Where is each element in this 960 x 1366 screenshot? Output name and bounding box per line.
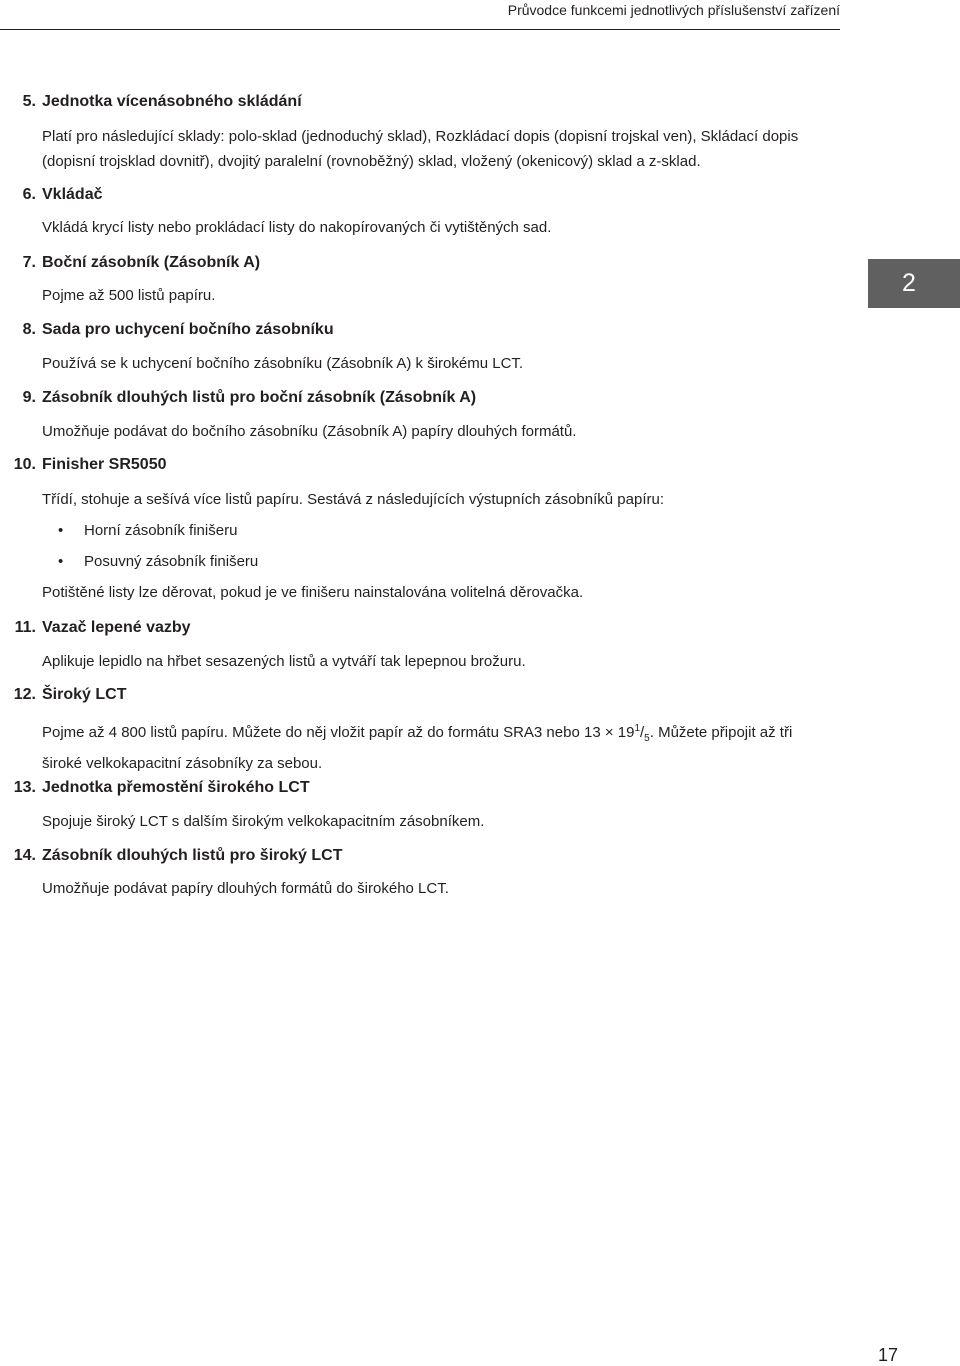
section-title: Sada pro uchycení bočního zásobníku (42, 321, 334, 338)
section-heading (0, 183, 840, 207)
section-number: 13. (13, 779, 36, 796)
list-item (42, 518, 840, 543)
section-text: Pojme až 500 listů papíru. (42, 287, 216, 304)
section-text: Používá se k uchycení bočního zásobníku (Zásobník A) k širokému LCT. (42, 355, 524, 372)
section-number: 14. (13, 847, 36, 864)
section-text-part: Pojme až 4 800 listů papíru. Můžete do něj vložit papír až do formátu SRA3 nebo 13 × 19 (42, 724, 635, 741)
section-title: Zásobník dlouhých listů pro boční zásobník (Zásobník A) (42, 389, 477, 406)
section-heading (0, 844, 840, 868)
section-number: 10. (13, 456, 36, 473)
section-14 (0, 844, 840, 901)
section-6 (0, 183, 840, 240)
section-title: Vazač lepené vazby (42, 619, 191, 636)
page-number: 17 (877, 1345, 898, 1365)
section-12 (0, 683, 840, 776)
section-text: Vkládá krycí listy nebo prokládací listy do nakopírovaných či vytištěných sad. (42, 219, 552, 236)
section-10 (0, 453, 840, 605)
list-item-label: Horní zásobník finišeru (84, 522, 238, 539)
section-number: 8. (22, 321, 36, 338)
running-header-title: Průvodce funkcemi jednotlivých příslušenství zařízení (507, 2, 840, 18)
section-title: Jednotka vícenásobného skládání (42, 93, 302, 110)
section-heading (0, 318, 840, 342)
bullet-icon: • (58, 522, 64, 539)
section-heading (0, 386, 840, 410)
section-number: 9. (22, 389, 36, 406)
fraction-denominator: 5 (644, 733, 650, 744)
section-title: Jednotka přemostění širokého LCT (42, 779, 310, 796)
section-title: Zásobník dlouhých listů pro široký LCT (42, 847, 343, 864)
bullet-icon: • (58, 553, 64, 570)
section-text-part: . Můžete připojit až tři široké velkokapacitní zásobníky za sebou. (42, 724, 793, 772)
section-13 (0, 776, 840, 834)
fraction (634, 723, 650, 744)
section-9 (0, 386, 840, 444)
section-5 (0, 90, 840, 174)
section-title: Vkládač (42, 186, 103, 203)
section-text: Spojuje široký LCT s dalším širokým velkokapacitním zásobníkem. (42, 813, 485, 830)
section-heading (0, 776, 840, 800)
section-heading (0, 251, 840, 275)
fraction-slash: / (640, 724, 645, 741)
section-8 (0, 318, 840, 376)
header-divider (0, 29, 840, 30)
section-text: Umožňuje podávat do bočního zásobníku (Zásobník A) papíry dlouhých formátů. (42, 423, 577, 440)
section-heading (0, 616, 840, 640)
section-text: Umožňuje podávat papíry dlouhých formátů do širokého LCT. (42, 880, 449, 897)
section-number: 11. (14, 619, 36, 636)
section-heading (0, 683, 840, 707)
section-number: 6. (22, 186, 36, 203)
fraction-numerator: 1 (634, 723, 640, 734)
section-number: 5. (22, 93, 36, 110)
section-text: Třídí, stohuje a sešívá více listů papíru. Sestává z následujících výstupních zásobníků papíru: (42, 491, 664, 508)
chapter-tab: 2 (868, 259, 960, 308)
section-title: Finisher SR5050 (42, 456, 167, 473)
section-number: 12. (13, 686, 36, 703)
section-11 (0, 616, 840, 674)
section-text (42, 716, 812, 776)
section-note: Potištěné listy lze děrovat, pokud je ve finišeru nainstalována volitelná děrovačka. (42, 584, 584, 601)
list-item-label: Posuvný zásobník finišeru (84, 553, 259, 570)
section-text: Aplikuje lepidlo na hřbet sesazených listů a vytváří tak lepepnou brožuru. (42, 653, 526, 670)
section-heading (0, 90, 840, 114)
section-heading (0, 453, 840, 477)
section-title: Boční zásobník (Zásobník A) (42, 254, 261, 271)
section-number: 7. (22, 254, 36, 271)
section-title: Široký LCT (42, 686, 127, 703)
section-text: Platí pro následující sklady: polo-sklad (jednoduchý sklad), Rozkládací dopis (dopisní trojskal ven), Skládací dopis (dopisní trojsklad dovnitř), dvojitý paralelní (rovnoběžný) sklad, vložený (okenicový) sklad a z-sklad. (42, 128, 799, 170)
list-item (42, 549, 840, 574)
section-7 (0, 251, 840, 308)
